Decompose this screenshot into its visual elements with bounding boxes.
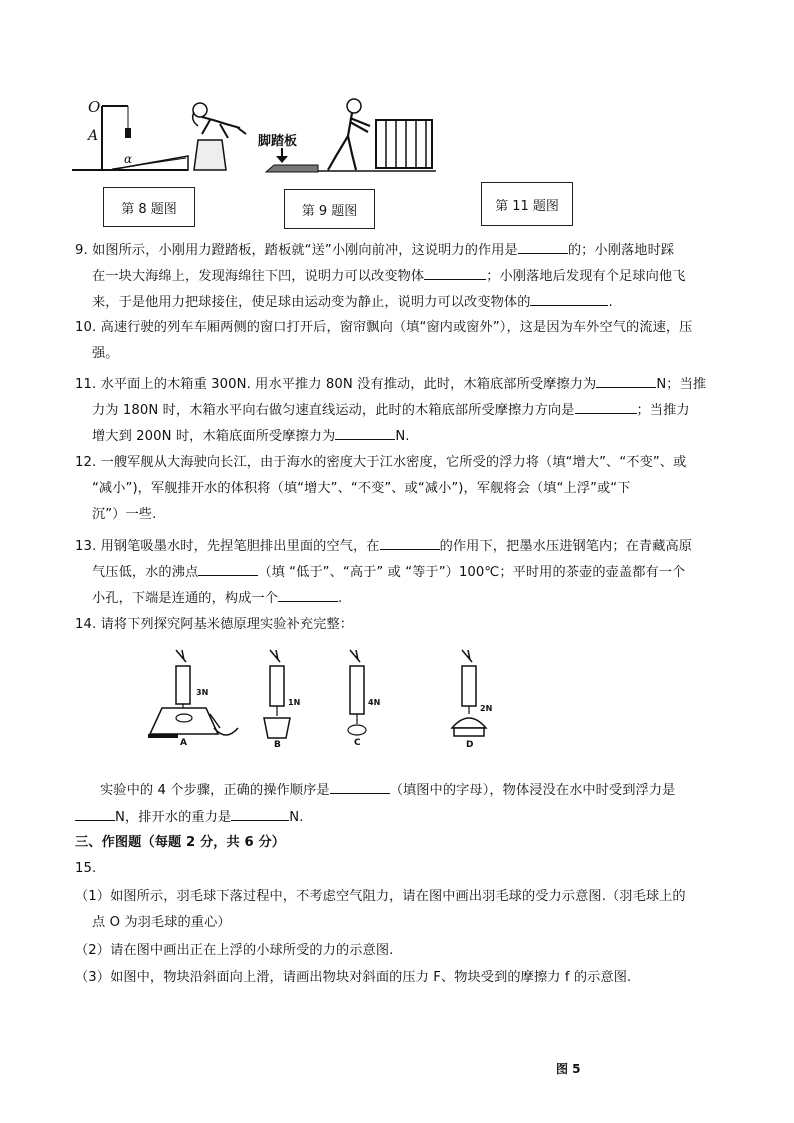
q14-blank-2[interactable] — [75, 806, 115, 821]
q11-line2 — [92, 399, 690, 420]
q11-text-4: ；当推力 — [636, 403, 690, 418]
fig11-push-crate-illustration — [318, 96, 438, 174]
exp-label-c: C — [354, 738, 361, 748]
q9-text-5: 来，于是他用力把球接住，使足球由运动变为静止，说明力可以改变物体的 — [92, 295, 531, 310]
q9-text-4: ；小刚落地后发现有个足球向他飞 — [486, 269, 686, 284]
q10-line2: 强。 — [92, 346, 119, 361]
q9-line2 — [92, 265, 686, 286]
exp-c-reading: 4N — [368, 698, 381, 707]
q11-blank-1[interactable] — [596, 373, 656, 388]
q11-text-1: 11. 水平面上的木箱重 300N. 用水平推力 80N 没有推动，此时，木箱底部所受摩擦力为 — [75, 377, 597, 392]
archimedes-experiment-diagram — [140, 648, 510, 752]
q15-part1-line2: 点 O 为羽毛球的重心） — [92, 915, 231, 930]
q13-line3 — [92, 587, 342, 608]
q9-text-2: 的；小刚落地时踩 — [567, 243, 675, 258]
q11-line1 — [75, 373, 706, 394]
q11-text-3: 力为 180N 时，木箱水平向右做匀速直线运动，此时的木箱底部所受摩擦力方向是 — [92, 403, 575, 418]
q12-line2: “减小”)，军舰排开水的体积将（填“增大”、“不变”、或“减小”)，军舰将会（填“上浮”或“下 — [92, 481, 631, 496]
q12-line1: 12. 一艘军舰从大海驶向长江，由于海水的密度大于江水密度，它所受的浮力将（填“增大”、“不变”、或 — [75, 455, 687, 470]
q13-text-1: 13. 用钢笔吸墨水时，先捏笔胆排出里面的空气，在 — [75, 539, 380, 554]
pedal-diagram — [262, 148, 322, 174]
exp-label-a: A — [180, 738, 187, 748]
q9-blank-2[interactable] — [424, 265, 486, 280]
fig9-caption: 第 9 题图 — [284, 189, 375, 229]
q15-part1-line1: （1）如图所示，羽毛球下落过程中，不考虑空气阻力，请在图中画出羽毛球的受力示意图.（羽毛球上的 — [75, 889, 686, 904]
q15-part3: （3）如图中，物块沿斜面向上滑，请画出物块对斜面的压力 F、物块受到的摩擦力 f 的示意图. — [75, 970, 632, 985]
q14-blank-3[interactable] — [231, 806, 289, 821]
q14-blank-1[interactable] — [330, 779, 390, 794]
q12-line3: 沉”）一些. — [92, 507, 157, 522]
q14-text-1: 实验中的 4 个步骤，正确的操作顺序是 — [100, 783, 330, 798]
fig11-caption: 第 11 题图 — [481, 182, 573, 226]
exp-a-reading: 3N — [196, 688, 209, 697]
exp-b-reading: 1N — [288, 698, 301, 707]
q9-text-3: 在一块大海绵上，发现海绵往下凹，说明力可以改变物体 — [92, 269, 425, 284]
q9-blank-1[interactable] — [518, 239, 568, 254]
fig8-label-a: A — [88, 128, 99, 144]
exp-label-b: B — [274, 740, 281, 750]
pedal-label: 脚踏板 — [258, 134, 298, 149]
q11-blank-2[interactable] — [575, 399, 637, 414]
fig5-label: 图 5 — [556, 1062, 581, 1076]
q14-text-2: （填图中的字母），物体浸没在水中时受到浮力是 — [389, 783, 676, 798]
q14-line2 — [100, 779, 675, 800]
q14-line1: 14. 请将下列探究阿基米德原理实验补充完整： — [75, 617, 354, 632]
q13-blank-2[interactable] — [198, 561, 258, 576]
q14-text-3: N，排开水的重力是 — [115, 810, 232, 825]
q9-text-6: . — [608, 295, 613, 310]
q11-text-5: 增大到 200N 时，木箱底面所受摩擦力为 — [92, 429, 336, 444]
q9-line3 — [92, 291, 613, 312]
q14-text-4: N. — [289, 810, 304, 825]
q13-line1 — [75, 535, 692, 556]
q9-blank-3[interactable] — [530, 291, 608, 306]
q9-text-1: 9. 如图所示，小刚用力蹬踏板，踏板就“送”小刚向前冲，这说明力的作用是 — [75, 243, 518, 258]
q11-line3 — [92, 425, 410, 446]
q13-text-5: 小孔，下端是连通的，构成一个 — [92, 591, 279, 606]
exp-label-d: D — [466, 740, 474, 750]
exp-step-c — [348, 650, 366, 735]
exp-step-d — [452, 650, 486, 736]
q13-blank-3[interactable] — [278, 587, 338, 602]
q13-blank-1[interactable] — [380, 535, 440, 550]
q14-line3 — [75, 806, 304, 827]
exp-step-b — [264, 650, 290, 738]
q13-text-2: 的作用下，把墨水压进钢笔内；在青藏高原 — [439, 539, 693, 554]
q9-line1 — [75, 239, 674, 260]
q11-text-2: N；当推 — [656, 377, 707, 392]
fig9-jumper-illustration — [180, 100, 250, 172]
q15-part2: （2）请在图中画出正在上浮的小球所受的力的示意图. — [75, 943, 394, 958]
fig8-label-o: O — [88, 98, 101, 116]
q11-blank-3[interactable] — [335, 425, 395, 440]
q11-text-6: N. — [395, 429, 410, 444]
q13-line2 — [92, 561, 685, 582]
fig8-label-alpha: α — [124, 152, 133, 166]
q13-text-6: . — [338, 591, 343, 606]
q13-text-3: 气压低，水的沸点 — [92, 565, 199, 580]
exp-d-reading: 2N — [480, 704, 493, 713]
q10-line1: 10. 高速行驶的列车车厢两侧的窗口打开后，窗帘飘向（填“窗内或窗外”），这是因为车外空气的流速，压 — [75, 320, 693, 335]
exp-step-a — [148, 650, 238, 738]
section3-title: 三、作图题（每题 2 分，共 6 分） — [75, 835, 286, 850]
q13-text-4: （填 “低于”、“高于” 或 “等于”）100℃；平时用的茶壶的壶盖都有一个 — [258, 565, 686, 580]
q15-number: 15. — [75, 861, 97, 876]
fig8-caption: 第 8 题图 — [103, 187, 195, 227]
